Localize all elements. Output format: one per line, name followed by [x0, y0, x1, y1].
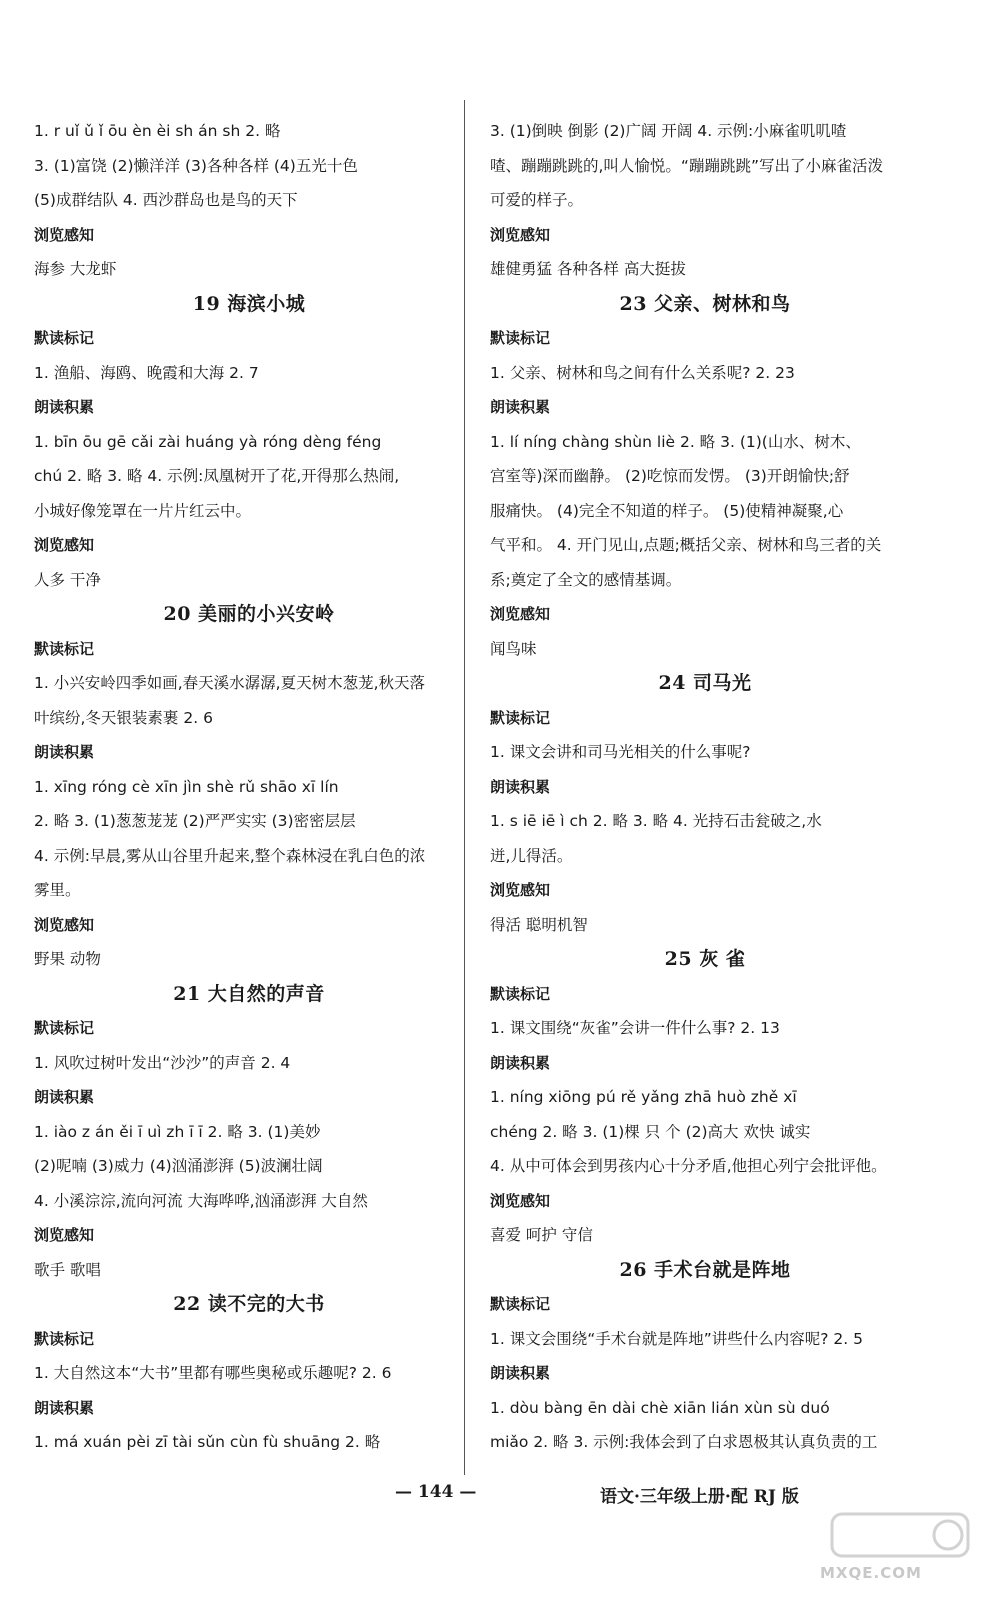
- lesson-title: 25 灰 雀: [664, 948, 746, 970]
- lesson-title: 19 海滨小城: [192, 292, 306, 315]
- answer-line: 闻鸟味: [490, 639, 537, 658]
- section-heading: 浏览感知: [490, 881, 551, 899]
- answer-line: 1. r uǐ ǔ ǐ ōu èn èi sh án sh 2. 略: [34, 122, 281, 140]
- section-heading: 朗读积累: [34, 1088, 95, 1106]
- section-heading: 浏览感知: [490, 1191, 551, 1210]
- section-heading: 浏览感知: [34, 915, 95, 934]
- answer-line: 气平和。 4. 开门见山,点题;概括父亲、树林和鸟三者的关: [490, 536, 882, 554]
- answer-line: 系;奠定了全文的感情基调。: [490, 570, 682, 589]
- answer-line: 1. 小兴安岭四季如画,春天溪水潺潺,夏天树木葱茏,秋天落: [34, 674, 425, 692]
- answer-line: 海参 大龙虾: [34, 260, 117, 278]
- answer-line: 1. 课文围绕“灰雀”会讲一件什么事? 2. 13: [490, 1019, 780, 1037]
- answer-line: 4. 示例:早晨,雾从山谷里升起来,整个森林浸在乳白色的浓: [34, 846, 426, 865]
- answer-line: 得活 聪明机智: [490, 915, 588, 934]
- answer-line: 雄健勇猛 各种各样 高大挺拔: [490, 260, 686, 278]
- answer-line: 1. iào z án ěi ī uì zh ī ī 2. 略 3. (1)美妙: [34, 1122, 321, 1141]
- answer-line: 叶缤纷,冬天银装素裹 2. 6: [34, 708, 213, 727]
- answer-line: (5)成群结队 4. 西沙群岛也是鸟的天下: [34, 191, 298, 209]
- section-heading: 默读标记: [490, 984, 551, 1003]
- section-heading: 朗读积累: [34, 398, 95, 416]
- lesson-title: 22 读不完的大书: [173, 1293, 325, 1315]
- answer-line: 3. (1)富饶 (2)懒洋洋 (3)各种各样 (4)五光十色: [34, 156, 358, 175]
- answer-line: chéng 2. 略 3. (1)棵 只 个 (2)高大 欢快 诚实: [490, 1122, 811, 1141]
- answer-line: 1. má xuán pèi zī tài sǔn cùn fù shuāng 2. 略: [34, 1433, 381, 1451]
- lesson-title: 20 美丽的小兴安岭: [163, 603, 335, 625]
- section-heading: 浏览感知: [34, 1226, 95, 1244]
- answer-line: 1. 大自然这本“大书”里都有哪些奥秘或乐趣呢? 2. 6: [34, 1364, 392, 1382]
- answer-line: 1. dòu bàng ēn dài chè xiān lián xùn sù duó: [490, 1398, 830, 1417]
- answer-line: 1. 课文会围绕“手术台就是阵地”讲些什么内容呢? 2. 5: [490, 1329, 864, 1348]
- answer-line: 迸,儿得活。: [490, 846, 573, 865]
- answer-line: 1. níng xiōng pú rě yǎng zhā huò zhě xī: [490, 1088, 797, 1106]
- answer-line: chú 2. 略 3. 略 4. 示例:凤凰树开了花,开得那么热闹,: [34, 467, 400, 485]
- answer-line: 人多 干净: [34, 570, 101, 589]
- section-heading: 默读标记: [490, 329, 551, 347]
- section-heading: 朗读积累: [490, 1364, 551, 1382]
- section-heading: 朗读积累: [490, 398, 551, 416]
- watermark-logo-icon: [830, 1510, 970, 1560]
- answer-line: 1. lí níng chàng shùn liè 2. 略 3. (1)(山水、树木、: [490, 432, 861, 451]
- answer-line: 1. bīn ōu gē cǎi zài huáng yà róng dèng féng: [34, 432, 382, 451]
- answer-line: 宫室等)深而幽静。 (2)吃惊而发愣。 (3)开朗愉快;舒: [490, 467, 850, 485]
- answer-line: 4. 从中可体会到男孩内心十分矛盾,他担心列宁会批评他。: [490, 1157, 887, 1175]
- section-heading: 默读标记: [490, 1295, 551, 1313]
- section-heading: 默读标记: [34, 329, 95, 347]
- answer-line: (2)呢喃 (3)威力 (4)汹涌澎湃 (5)波澜壮阔: [34, 1157, 323, 1175]
- watermark-text: MXQE.COM: [820, 1564, 922, 1582]
- section-heading: 朗读积累: [490, 777, 551, 796]
- answer-line: 1. 风吹过树叶发出“沙沙”的声音 2. 4: [34, 1053, 291, 1072]
- lesson-title: 26 手术台就是阵地: [619, 1258, 791, 1281]
- lesson-title: 23 父亲、树林和鸟: [619, 292, 791, 315]
- answer-line: 喜爱 呵护 守信: [490, 1226, 593, 1244]
- answer-line: 4. 小溪淙淙,流向河流 大海哗哗,汹涌澎湃 大自然: [34, 1191, 368, 1210]
- answer-line: 喳、蹦蹦跳跳的,叫人愉悦。“蹦蹦跳跳”写出了小麻雀活泼: [490, 156, 883, 175]
- right-column: [490, 114, 920, 1460]
- answer-line: 歌手 歌唱: [34, 1260, 101, 1279]
- section-heading: 朗读积累: [490, 1053, 551, 1072]
- page-footer: [0, 1482, 1000, 1512]
- section-heading: 默读标记: [34, 1019, 95, 1037]
- section-heading: 浏览感知: [490, 605, 551, 623]
- answer-line: 1. s iē iē ì ch 2. 略 3. 略 4. 光持石击瓮破之,水: [490, 812, 822, 830]
- column-divider: [464, 100, 465, 1475]
- answer-line: 1. 课文会讲和司马光相关的什么事呢?: [490, 743, 751, 761]
- answer-line: 可爱的样子。: [490, 191, 584, 209]
- answer-line: 雾里。: [34, 881, 81, 899]
- answer-line: 1. 渔船、海鸥、晚霞和大海 2. 7: [34, 363, 259, 382]
- section-heading: 默读标记: [490, 708, 551, 727]
- watermark: [820, 1510, 980, 1590]
- book-info: 语文·三年级上册·配 RJ 版: [600, 1487, 799, 1507]
- answer-line: 3. (1)倒映 倒影 (2)广阔 开阔 4. 示例:小麻雀叽叽喳: [490, 122, 847, 140]
- answer-line: 1. 父亲、树林和鸟之间有什么关系呢? 2. 23: [490, 363, 795, 382]
- section-heading: 默读标记: [34, 639, 95, 658]
- answer-line: 2. 略 3. (1)葱葱茏茏 (2)严严实实 (3)密密层层: [34, 812, 356, 830]
- section-heading: 朗读积累: [34, 743, 95, 761]
- section-heading: 浏览感知: [34, 225, 95, 244]
- section-heading: 朗读积累: [34, 1398, 95, 1417]
- section-heading: 默读标记: [34, 1329, 95, 1348]
- answer-line: 1. xīng róng cè xīn jìn shè rǔ shāo xī lín: [34, 777, 339, 796]
- answer-line: 服痛快。 (4)完全不知道的样子。 (5)使精神凝聚,心: [490, 501, 844, 520]
- page-number: — 144 —: [395, 1482, 477, 1502]
- answer-line: 野果 动物: [34, 950, 101, 968]
- lesson-title: 24 司马光: [658, 672, 752, 694]
- answer-line: 小城好像笼罩在一片片红云中。: [34, 501, 252, 520]
- lesson-title: 21 大自然的声音: [173, 982, 325, 1005]
- left-column: [34, 114, 464, 1460]
- section-heading: 浏览感知: [34, 536, 95, 554]
- answer-line: miǎo 2. 略 3. 示例:我体会到了白求恩极其认真负责的工: [490, 1433, 878, 1451]
- section-heading: 浏览感知: [490, 225, 551, 244]
